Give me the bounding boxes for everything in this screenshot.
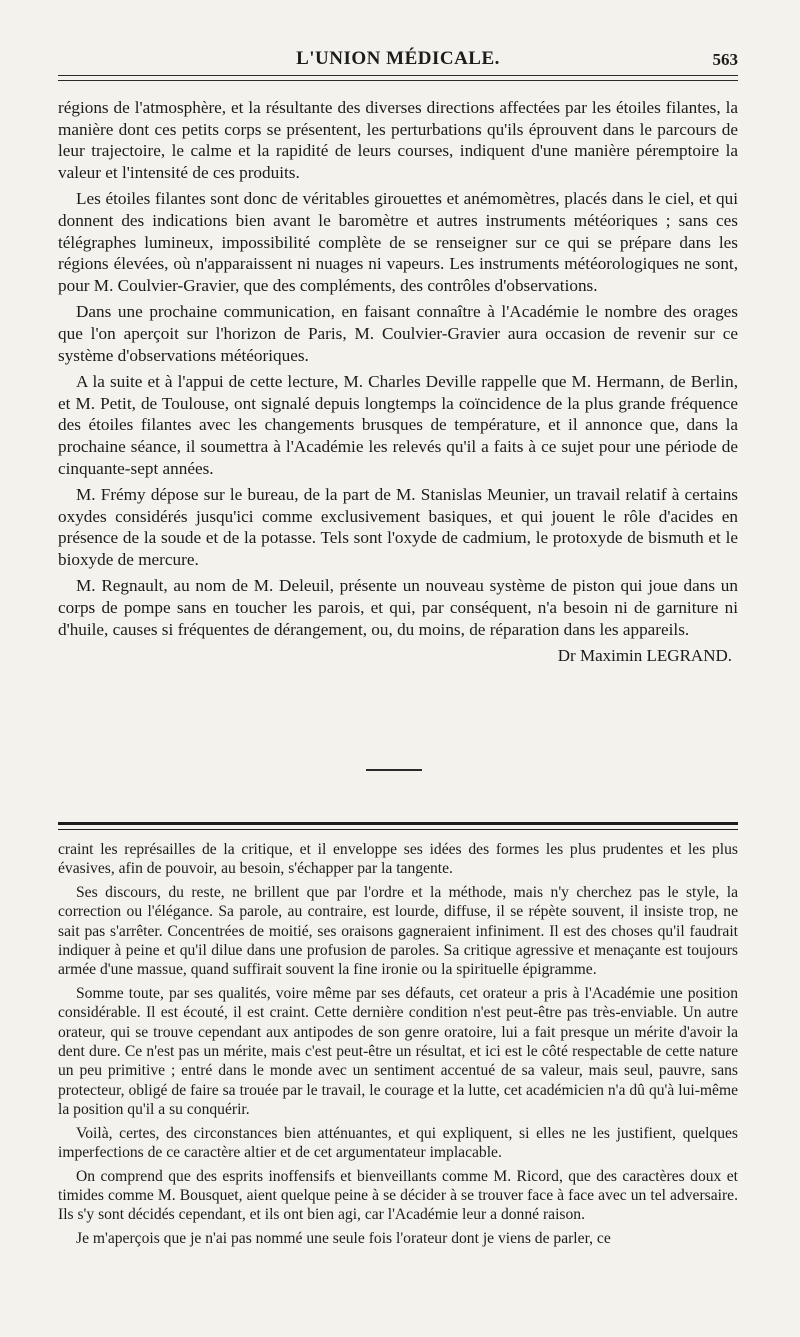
article-paragraph-6: M. Regnault, au nom de M. Deleuil, présente un nouveau système de piston qui joue dans un corps de pompe sans en toucher les parois, et qui, par conséquent, n'a besoin ni de garniture ni d'huile, causes si fréquentes de dérangement, ou, du moins, de réparation dans les appareils.: [58, 576, 738, 639]
feuilleton-paragraph-5: On comprend que des esprits inoffensifs et bienveillants comme M. Ricord, que des caractères doux et timides comme M. Bousquet, aient quelque peine à se décider à se trouver face à face avec un tel adversaire. Ils s'y sont décidés cependant, et ils ont bien agi, car l'Académie leur a donné raison.: [58, 1167, 738, 1224]
feuilleton-separator: [58, 822, 738, 830]
article-paragraph-2: Les étoiles filantes sont donc de véritables girouettes et anémomètres, placés dans le ciel, et qui donnent des indications bien avant le baromètre et autres instruments météoriques ; sans ces télégraphes lumineux, impossibilité complète de se renseigner sur ce qui se prépare dans les régions élevées, où n'apparaissent ni nuages ni vapeurs. Les instruments météorologiques ne sont, pour M. Coulvier-Gravier, que des compléments, des contrôles d'observations.: [58, 189, 738, 295]
feuilleton-body: [58, 840, 738, 1252]
article-paragraph-3: Dans une prochaine communication, en faisant connaître à l'Académie le nombre des orages que l'on aperçoit sur l'horizon de Paris, M. Coulvier-Gravier aura occasion de revenir sur ce système d'observations météoriques.: [58, 302, 738, 365]
article-paragraph-5: M. Frémy dépose sur le bureau, de la part de M. Stanislas Meunier, un travail relatif à certains oxydes considérés jusqu'ici comme exclusivement basiques, et qui jouent le rôle d'acides en présence de la soude et de la potasse. Tels sont l'oxyde de cadmium, le protoxyde de bismuth et le bioxyde de mercure.: [58, 485, 738, 569]
header-rule-bottom: [58, 80, 738, 81]
header-rule-top: [58, 75, 738, 76]
section-end-rule: [366, 769, 422, 771]
running-title: L'UNION MÉDICALE.: [296, 48, 500, 69]
feuilleton-paragraph-2: Ses discours, du reste, ne brillent que par l'ordre et la méthode, mais n'y cherchez pas le style, la correction ou l'élégance. Sa parole, au contraire, est lourde, diffuse, il se répète souvent, il insiste trop, ne sait pas s'arrêter. Concentrées de moitié, ses oraisons gagneraient infiniment. Il est des choses qu'il faudrait indiquer à peine et qu'il dilue dans une profusion de paroles. Sa critique agressive et menaçante est toujours armée d'une massue, quand suffirait souvent la fine ironie ou la spirituelle épigramme.: [58, 883, 738, 979]
article-paragraph-1: régions de l'atmosphère, et la résultante des diverses directions affectées par les étoiles filantes, la manière dont ces petits corps se présentent, les perturbations qu'ils éprouvent dans le parcours de leur trajectoire, le calme et la rapidité de leurs courses, indiquent d'une manière péremptoire la valeur et l'intensité de ces produits.: [58, 98, 738, 182]
page-header: [58, 44, 738, 74]
page-number: 563: [712, 50, 738, 69]
article-paragraph-4: A la suite et à l'appui de cette lecture, M. Charles Deville rappelle que M. Hermann, de Berlin, et M. Petit, de Toulouse, ont signalé depuis longtemps la coïncidence de la plus grande fréquence des étoiles filantes avec les changements brusques de température, et il annonce que, dans la prochaine séance, il soumettra à l'Académie les relevés qu'il a faits à ce sujet pour une période de cinquante-sept années.: [58, 372, 738, 478]
feuilleton-paragraph-3: Somme toute, par ses qualités, voire même par ses défauts, cet orateur a pris à l'Académie une position considérable. Il est écouté, il est craint. Cette dernière condition n'est peut-être pas très-enviable. Un autre orateur, qui se trouve cependant aux antipodes de son genre oratoire, lui a fait presque un mérite d'avoir la dent dure. Ce n'est pas un mérite, mais c'est peut-être un résultat, et ici est le côté respectable de cette nature un peu primitive ; entré dans le monde avec un sentiment accentué de sa valeur, mais seul, pauvre, sans protecteur, obligé de faire sa trouée par le travail, le courage et la lutte, cet académicien n'a dû qu'à lui-même la position qu'il a su conquérir.: [58, 984, 738, 1119]
feuilleton-paragraph-1: craint les représailles de la critique, et il enveloppe ses idées des formes les plus prudentes et les plus évasives, afin de pouvoir, au besoin, s'échapper par la tangente.: [58, 841, 738, 878]
feuilleton-paragraph-6: Je m'aperçois que je n'ai pas nommé une seule fois l'orateur dont je viens de parler, ce: [76, 1229, 611, 1247]
article-body: [58, 97, 738, 667]
feuilleton-paragraph-4: Voilà, certes, des circonstances bien atténuantes, et qui expliquent, si elles ne les justifient, quelques imperfections de ce caractère altier et de cet argumentateur implacable.: [58, 1124, 738, 1162]
signature: Dr Maximin LEGRAND.: [557, 646, 732, 666]
